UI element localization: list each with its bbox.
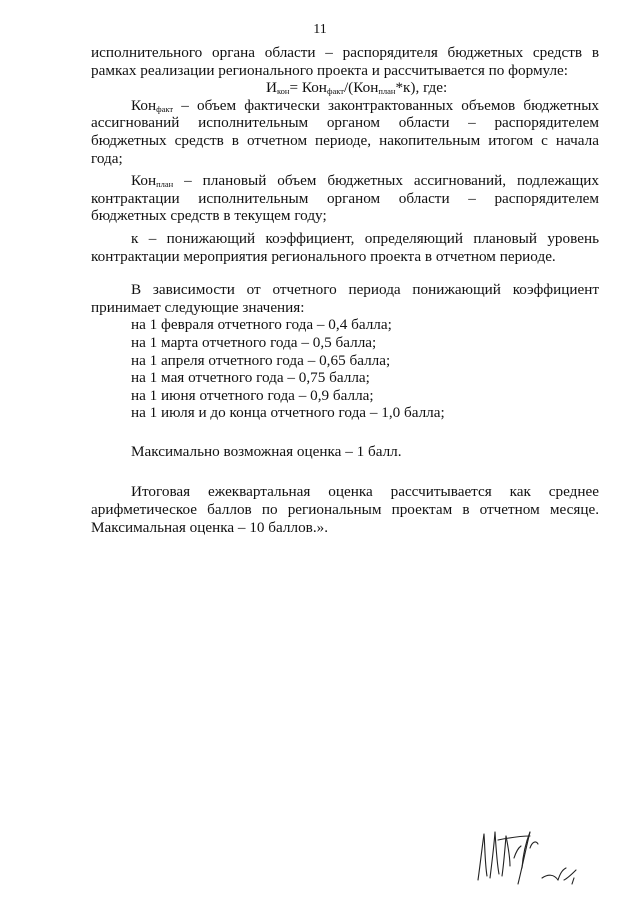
coefficients-intro: В зависимости от отчетного периода понижающий коэффициент принимает следующие значения: xyxy=(91,281,599,316)
definition-plan-subscript: план xyxy=(156,179,174,190)
coefficient-item: на 1 марта отчетного года – 0,5 балла; xyxy=(131,333,377,351)
final-paragraph: Итоговая ежеквартальная оценка рассчитывается как среднее арифметическое баллов по региональным проектам в отчетном месяце. Максимальная оценка – 10 баллов.». xyxy=(91,483,599,536)
spacer xyxy=(91,460,599,483)
formula-fact-subscript: факт xyxy=(326,86,344,97)
formula xyxy=(91,79,599,97)
handwritten-signature xyxy=(468,818,588,888)
formula-i: И xyxy=(266,79,277,97)
definition-fact-text: – объем фактически законтрактованных объемов бюджетных ассигнований исполнительным органом области – распорядителем бюджетных средств в отчетном периоде, накопительным итогом с начала года; xyxy=(91,96,599,167)
formula-i-subscript: кон xyxy=(276,86,290,97)
formula-plan-subscript: план xyxy=(378,86,396,97)
max-score-paragraph: Максимально возможная оценка – 1 балл. xyxy=(131,442,402,460)
definition-fact xyxy=(91,97,599,167)
spacer xyxy=(91,265,599,281)
coefficient-item: на 1 апреля отчетного года – 0,65 балла; xyxy=(131,351,391,369)
formula-eq: = Кон xyxy=(289,79,327,97)
coefficient-item: на 1 июня отчетного года – 0,9 балла; xyxy=(131,386,374,404)
coefficient-item: на 1 февраля отчетного года – 0,4 балла; xyxy=(131,316,392,334)
definition-fact-term: Кон xyxy=(131,96,157,114)
definition-fact-subscript: факт xyxy=(156,103,174,114)
definition-plan xyxy=(91,172,599,225)
formula-mid: /(Кон xyxy=(343,79,379,97)
definition-plan-term: Кон xyxy=(131,172,157,190)
spacer xyxy=(91,422,599,443)
page-number: 11 xyxy=(313,22,327,37)
definition-plan-text: – плановый объем бюджетных ассигнований, подлежащих контрактации исполнительным органом области – распорядителем бюджетных средств в текущем году; xyxy=(91,172,599,225)
formula-end: *к), где: xyxy=(395,79,448,97)
coefficient-item: на 1 мая отчетного года – 0,75 балла; xyxy=(131,369,370,387)
definition-k: к – понижающий коэффициент, определяющий плановый уровень контрактации мероприятия регионального проекта в отчетном периоде. xyxy=(91,229,599,265)
coefficients-list xyxy=(91,316,599,422)
intro-paragraph: исполнительного органа области – распорядителя бюджетных средств в рамках реализации регионального проекта и рассчитывается по формуле: xyxy=(91,44,599,79)
coefficient-item: на 1 июля и до конца отчетного года – 1,0 балла; xyxy=(131,404,445,422)
document-body xyxy=(91,44,599,536)
